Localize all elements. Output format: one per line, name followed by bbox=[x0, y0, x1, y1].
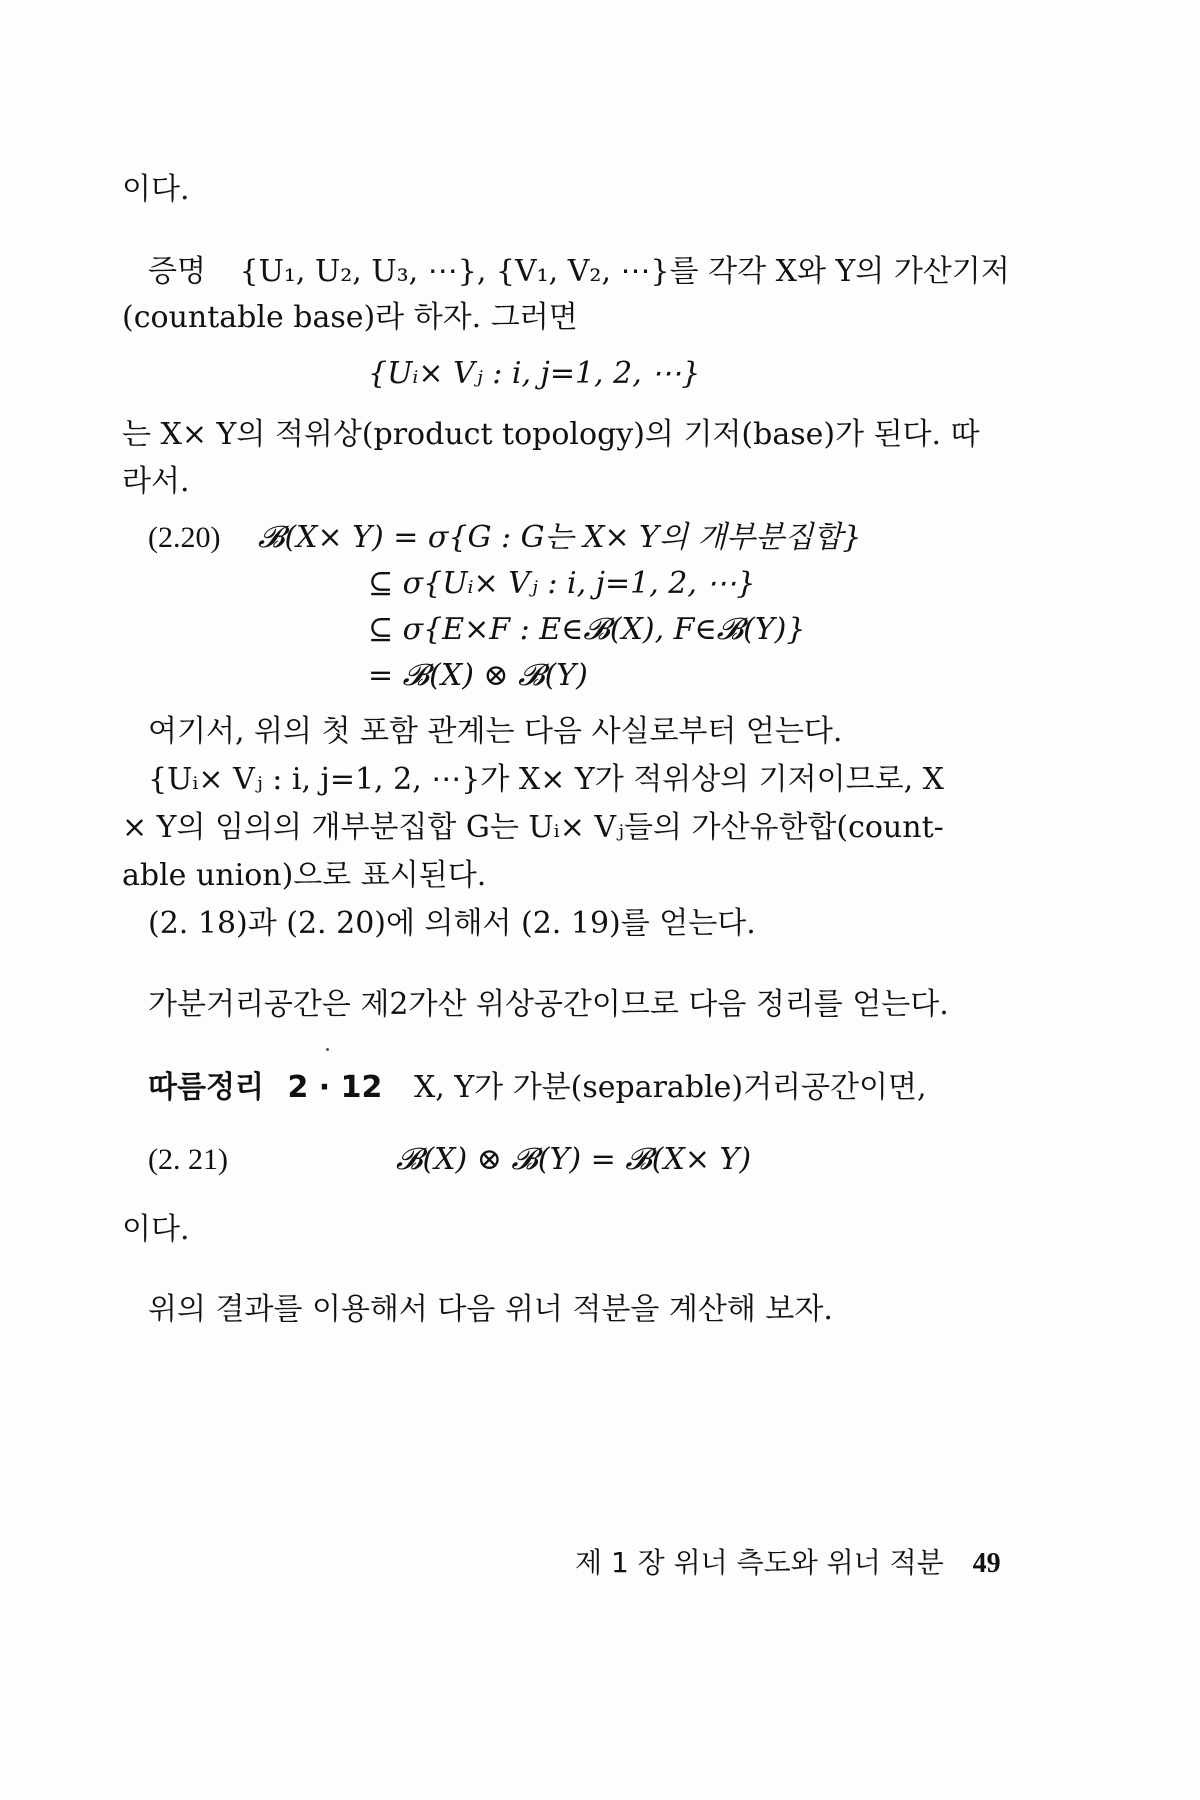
basis-set-formula: {Uᵢ× Vⱼ : i, j=1, 2, ⋯} bbox=[368, 356, 701, 391]
equation-label-2-21: (2. 21) bbox=[148, 1143, 228, 1176]
proof-continuation: (countable base)라 하자. 그러면 bbox=[122, 300, 578, 335]
equation-2-20-row2: ⊆ σ{Uᵢ× Vⱼ : i, j=1, 2, ⋯} bbox=[368, 566, 756, 601]
explain-line-5: (2. 18)과 (2. 20)에 의해서 (2. 19)를 얻는다. bbox=[148, 906, 756, 941]
proof-text: {U₁, U₂, U₃, ⋯}, {V₁, V₂, ⋯}를 각각 X와 Y의 가산기저 bbox=[239, 254, 1010, 289]
explain-line-3: × Y의 임의의 개부분집합 G는 Uᵢ× Vⱼ들의 가산유한합(count- bbox=[122, 810, 944, 845]
corollary-number: 2 · 12 bbox=[287, 1070, 383, 1105]
page-number: 49 bbox=[972, 1548, 1001, 1579]
equation-2-21-formula: 𝓑(X) ⊗ 𝓑(Y) = 𝓑(X× Y) bbox=[396, 1142, 752, 1177]
explain-line-1: 여기서, 위의 첫 포함 관계는 다음 사실로부터 얻는다. bbox=[148, 714, 843, 749]
separable-space-line: 가분거리공간은 제2가산 위상공간이므로 다음 정리를 얻는다. bbox=[148, 987, 949, 1022]
speck bbox=[326, 1048, 329, 1051]
page-footer bbox=[575, 1545, 1001, 1582]
running-head: 제 1 장 위너 측도와 위너 적분 bbox=[575, 1546, 944, 1579]
equation-2-20-row4: = 𝓑(X) ⊗ 𝓑(Y) bbox=[368, 658, 588, 693]
corollary-label: 따름정리 bbox=[148, 1070, 264, 1105]
text-line-product-topology: 는 X× Y의 적위상(product topology)의 기저(base)가 된다. 따 bbox=[122, 417, 980, 452]
corollary-line bbox=[148, 1068, 927, 1108]
text-line-ida-2: 이다. bbox=[122, 1212, 190, 1247]
proof-line bbox=[148, 252, 1010, 292]
equation-label-2-20: (2.20) bbox=[148, 521, 221, 554]
equation-2-20-row1: 𝓑(X× Y) = σ{G : G는 X× Y의 개부분집합} bbox=[258, 520, 862, 555]
text-line-ida: 이다. bbox=[122, 172, 190, 207]
explain-line-2: {Uᵢ× Vⱼ : i, j=1, 2, ⋯}가 X× Y가 적위상의 기저이므로, X bbox=[148, 762, 945, 797]
text-line-therefore: 라서. bbox=[122, 464, 190, 499]
equation-2-20-row3: ⊆ σ{E×F : E∈𝓑(X), F∈𝓑(Y)} bbox=[368, 612, 806, 647]
closing-line: 위의 결과를 이용해서 다음 위너 적분을 계산해 보자. bbox=[148, 1292, 833, 1327]
proof-label: 증명 bbox=[148, 254, 206, 289]
corollary-text: X, Y가 가분(separable)거리공간이면, bbox=[413, 1070, 927, 1105]
explain-line-4: able union)으로 표시된다. bbox=[122, 858, 487, 893]
